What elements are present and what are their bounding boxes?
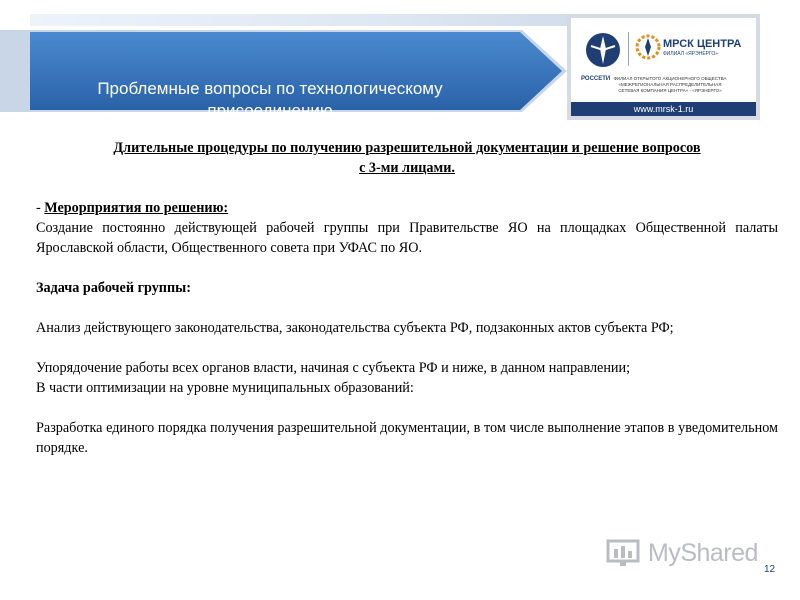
logo-brand-right-sub: ФИЛИАЛ «ЯРЭНЕРГО» xyxy=(663,51,719,57)
watermark-text: MyShared xyxy=(648,539,758,567)
header-top-strip xyxy=(30,14,567,26)
page-title-line-2: присоединению xyxy=(207,101,333,120)
watermark xyxy=(606,537,766,571)
watermark-screen-icon xyxy=(606,539,644,569)
page-title-line-1: Проблемные вопросы по технологическому xyxy=(97,79,443,98)
logo-panel xyxy=(571,18,756,102)
logo-url[interactable]: www.mrsk-1.ru xyxy=(571,102,756,116)
task-item-1: Анализ действующего законодательства, законодательства субъекта РФ, подзаконных актов субъекта РФ; xyxy=(36,320,674,336)
section-heading-line-1: Длительные процедуры по получению разрешительной документации и решение вопросов xyxy=(113,140,701,156)
slide-body xyxy=(36,138,778,458)
spacer xyxy=(36,338,778,358)
title-banner xyxy=(0,30,567,120)
spacer xyxy=(36,258,778,278)
task-heading: Задача рабочей группы: xyxy=(36,280,191,296)
logo-caption-line-1: ФИЛИАЛ ОТКРЫТОГО АКЦИОНЕРНОГО ОБЩЕСТВА xyxy=(613,76,727,81)
logo-divider xyxy=(628,32,629,66)
measures-prefix: - xyxy=(36,200,45,216)
measures-title xyxy=(36,198,778,218)
logo-caption-line-2: «МЕЖРЕГИОНАЛЬНАЯ РАСПРЕДЕЛИТЕЛЬНАЯ xyxy=(618,82,722,87)
mrsk-gear-icon xyxy=(635,34,661,60)
spacer xyxy=(36,178,778,198)
task-item-2-line-2: В части оптимизации на уровне муниципальных образований: xyxy=(36,380,414,396)
spacer xyxy=(36,398,778,418)
spacer xyxy=(36,298,778,318)
task-item-2 xyxy=(36,358,778,398)
logo-caption-line-3: СЕТЕВАЯ КОМПАНИЯ ЦЕНТРА» - «ЯРЭНЕРГО» xyxy=(618,88,722,93)
logo-brand-right: МРСК ЦЕНТРА xyxy=(663,38,742,50)
rosseti-emblem-icon xyxy=(583,30,623,70)
logo-brand-left: РОССЕТИ xyxy=(581,76,611,82)
logo-caption xyxy=(595,76,745,94)
measures-text: Создание постоянно действующей рабочей группы при Правительстве ЯО на площадках Общественной палаты Ярославской области, Общественного совета при УФАС по ЯО. xyxy=(36,220,778,256)
section-heading-line-2: с 3-ми лицами. xyxy=(359,160,455,176)
page-title xyxy=(40,78,500,122)
task-item-2-line-1: Упорядочение работы всех органов власти, начиная с субъекта РФ и ниже, в данном направлении; xyxy=(36,360,631,376)
measures-label: Мерорприятия по решению: xyxy=(44,200,229,216)
section-heading xyxy=(36,138,778,178)
task-item-3: Разработка единого порядка получения разрешительной документации, в том числе выполнение этапов в уведомительном порядке. xyxy=(36,420,778,456)
slide-number: 12 xyxy=(764,564,776,575)
company-logo xyxy=(567,14,760,120)
